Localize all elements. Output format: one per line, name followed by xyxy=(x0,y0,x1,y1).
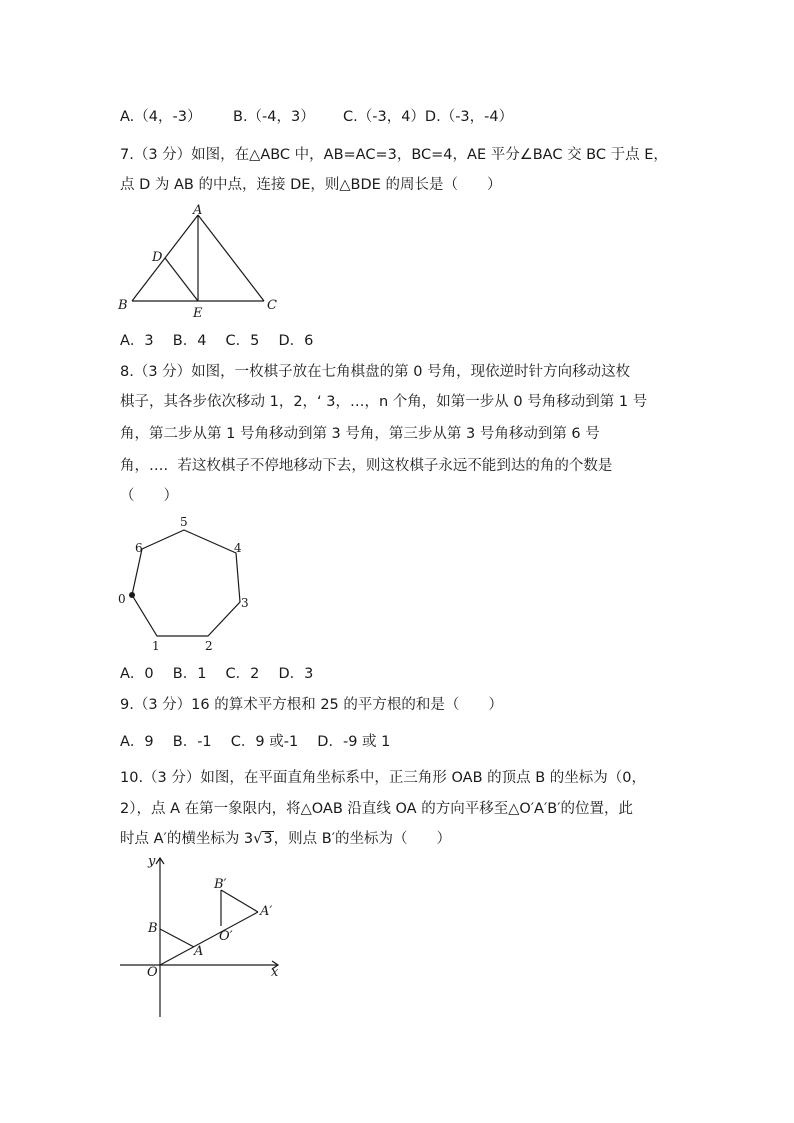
label-d: D xyxy=(152,250,163,265)
point-a-prime-label: A′ xyxy=(260,904,273,919)
q8-line-5: （ ） xyxy=(120,488,178,504)
origin-label: O xyxy=(147,965,158,980)
q8-options: A．0 B．1 C．2 D．3 xyxy=(120,666,314,682)
q7-line-1: 7.（3 分）如图，在△ABC 中，AB=AC=3，BC=4，AE 平分∠BAC 交 BC 于点 E， xyxy=(120,147,668,163)
q7-options: A．3 B．4 C．5 D．6 xyxy=(120,333,314,349)
label-a: A xyxy=(193,203,203,218)
point-b-prime-label: B′ xyxy=(214,877,227,892)
q8-heptagon-figure xyxy=(110,510,260,660)
vertex-4: 4 xyxy=(234,541,242,555)
q9-options: A．9 B．-1 C．9 或-1 D．-9 或 1 xyxy=(120,734,391,750)
q10-coordinate-figure xyxy=(110,850,290,1025)
vertex-6: 6 xyxy=(135,541,143,555)
point-a-label: A xyxy=(194,944,204,959)
q10-line-1: 10.（3 分）如图，在平面直角坐标系中，正三角形 OAB 的顶点 B 的坐标为（0， xyxy=(120,770,647,786)
q8-line-4: 角，…. 若这枚棋子不停地移动下去，则这枚棋子永远不能到达的角的个数是 xyxy=(120,458,613,474)
axis-x-label: x xyxy=(271,965,279,980)
q8-line-2: 棋子，其各步依次移动 1，2，‘ 3，…，n 个角，如第一步从 0 号角移动到第 1 号 xyxy=(120,394,648,410)
point-b-label: B xyxy=(148,921,158,936)
q8-line-3: 角，第二步从第 1 号角移动到第 3 号角，第三步从第 3 号角移动到第 6 号 xyxy=(120,426,600,442)
game-piece xyxy=(129,592,135,598)
q6-option-cd: C.（-3，4）D.（-3，-4） xyxy=(343,109,514,125)
label-c: C xyxy=(267,298,277,313)
q10-line-2: 2），点 A 在第一象限内，将△OAB 沿直线 OA 的方向平移至△O′A′B′的位置，此 xyxy=(120,801,633,817)
q9-line: 9.（3 分）16 的算术平方根和 25 的平方根的和是（ ） xyxy=(120,697,503,713)
vertex-5: 5 xyxy=(180,515,188,529)
vertex-2: 2 xyxy=(205,639,213,653)
q10-line-3: 时点 A′的横坐标为 3√3，则点 B′的坐标为（ ） xyxy=(120,831,451,847)
vertex-0: 0 xyxy=(118,592,126,606)
q7-line-2: 点 D 为 AB 的中点，连接 DE，则△BDE 的周长是（ ） xyxy=(120,177,502,193)
q6-option-a: A.（4，-3） xyxy=(120,109,202,125)
vertex-3: 3 xyxy=(241,596,249,610)
q6-option-b: B.（-4，3） xyxy=(233,109,315,125)
vertex-1: 1 xyxy=(152,639,160,653)
label-e: E xyxy=(193,306,203,321)
axis-y-label: y xyxy=(148,854,156,869)
label-b: B xyxy=(118,298,128,313)
q7-triangle-figure xyxy=(110,200,290,325)
q8-line-1: 8.（3 分）如图，一枚棋子放在七角棋盘的第 0 号角，现依逆时针方向移动这枚 xyxy=(120,364,631,380)
point-o-prime-label: O′ xyxy=(219,929,233,944)
